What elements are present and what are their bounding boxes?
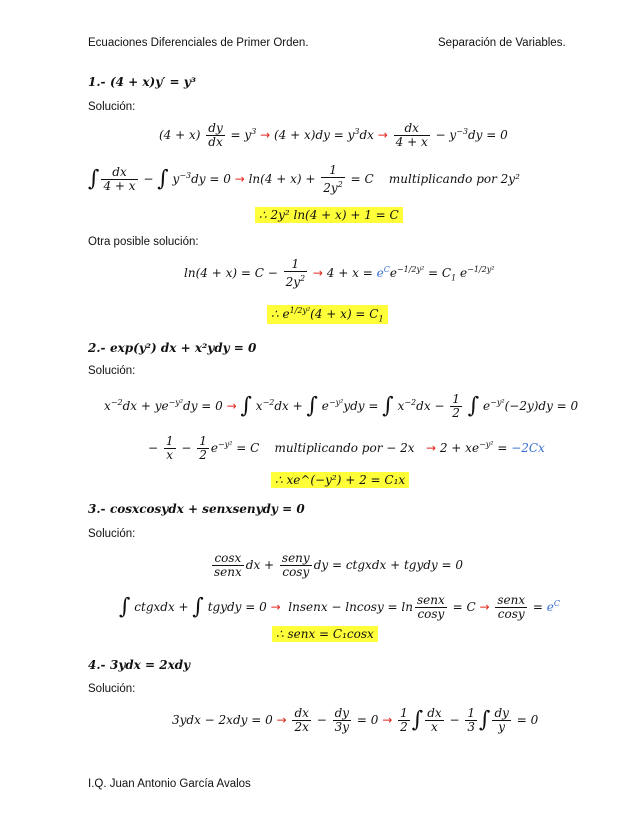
p1-alt-step: ln(4 + x) = C − $\frac{1}{2y^2}$ → $4 + x = e^Ce^{-1/2y^2} = C_1$ $e^{-1/2y^2}$ (184, 257, 495, 289)
footer: I.Q. Juan Antonio García Avalos (88, 778, 251, 790)
p3-step-1: $\frac{\cos x}{\text{senx}}$ dx + $\frac{\text{seny}}{\cos y}$ dy = ctgxdx + tgydy = 0 (214, 551, 464, 579)
p1-step-1: (4 + x) $\frac{dy}{dx}$ = $y^3 \to (4 + x)dy = y^3dx$ → $\frac{dx}{4 + x}$ − $y^{-3}dy = 0$ (159, 121, 508, 149)
problem-equation: exp(y²) dx + x²ydy = 0 (109, 341, 257, 355)
problem-equation: 3ydx = 2xdy (109, 658, 191, 672)
multiplicando-text: multiplicando por 2y² (388, 172, 520, 186)
problem-number: 2.- (88, 341, 106, 355)
p2-result: ∴ xe^(−y²) + 2 = C₁x (271, 472, 409, 488)
problem-equation: cosxcosydx + senxsenydy = 0 (109, 502, 305, 516)
p4-step-1: 3ydx − 2xdy = 0 → $\frac{dx}{2x}$ − $\frac{dy}{3y}$ = 0 → $\frac{1}{2}$ ∫ $\frac{dx}{x}$ − $\frac{1}{3}$ ∫ $\frac{dy}{y}$ = 0 (172, 706, 539, 734)
p2-step-1: $x^{-2}dx + ye^{-y^2}dy = 0$ → ∫ $x^{-2}dx$ + ∫ $e^{-y^2}ydy$ = ∫ $x^{-2}dx$ − $\frac{1}{2}$ ∫ $e^{-y^2}(-2y)dy = 0$ (104, 392, 579, 420)
solution-label: Solución: (88, 101, 136, 113)
header-left: Ecuaciones Diferenciales de Primer Orden. (88, 37, 309, 49)
problem-4-title (88, 656, 190, 674)
p1-result: ∴ 2y² ln(4 + x) + 1 = C (255, 207, 403, 223)
p2-step-2: − $\frac{1}{x}$ − $\frac{1}{2}$ $e^{-y^2} = C$ multiplicando por − 2x → $2 + xe^{-y^2} = -2Cx$ (148, 434, 545, 462)
problem-2-title (88, 339, 256, 357)
p3-result: ∴ senx = C₁cosx (272, 626, 378, 642)
solution-label: Solución: (88, 365, 136, 377)
p1-alt-result: ∴ $e^{1/2y^2}(4 + x) = C_1$ (267, 305, 388, 324)
problem-number: 4.- (88, 658, 106, 672)
solution-label: Solución: (88, 683, 136, 695)
other-solution-label: Otra posible solución: (88, 236, 199, 248)
problem-equation: (4 + x)y′ = y³ (109, 75, 197, 89)
header-right: Separación de Variables. (438, 37, 566, 49)
problem-number: 3.- (88, 502, 106, 516)
problem-3-title (88, 500, 305, 518)
problem-number: 1.- (88, 75, 106, 89)
solution-label: Solución: (88, 528, 136, 540)
problem-1-title (88, 73, 196, 91)
multiplicando-text: multiplicando por − 2x (274, 441, 415, 455)
p3-step-2: ∫ ctgxdx + ∫ tgydy = 0 → lnsenx − lncosy = ln $\frac{\text{senx}}{\cos y}$ = C → $\frac{\text{senx}}{\cos y}$ = $e^C$ (119, 593, 561, 621)
p1-step-2: ∫ $\frac{dx}{4 + x}$ − ∫ $y^{-3}dy = 0 \to \ln(4 + x)$ + $\frac{1}{2y^2}$ = C multiplicando por 2y² (88, 163, 520, 195)
